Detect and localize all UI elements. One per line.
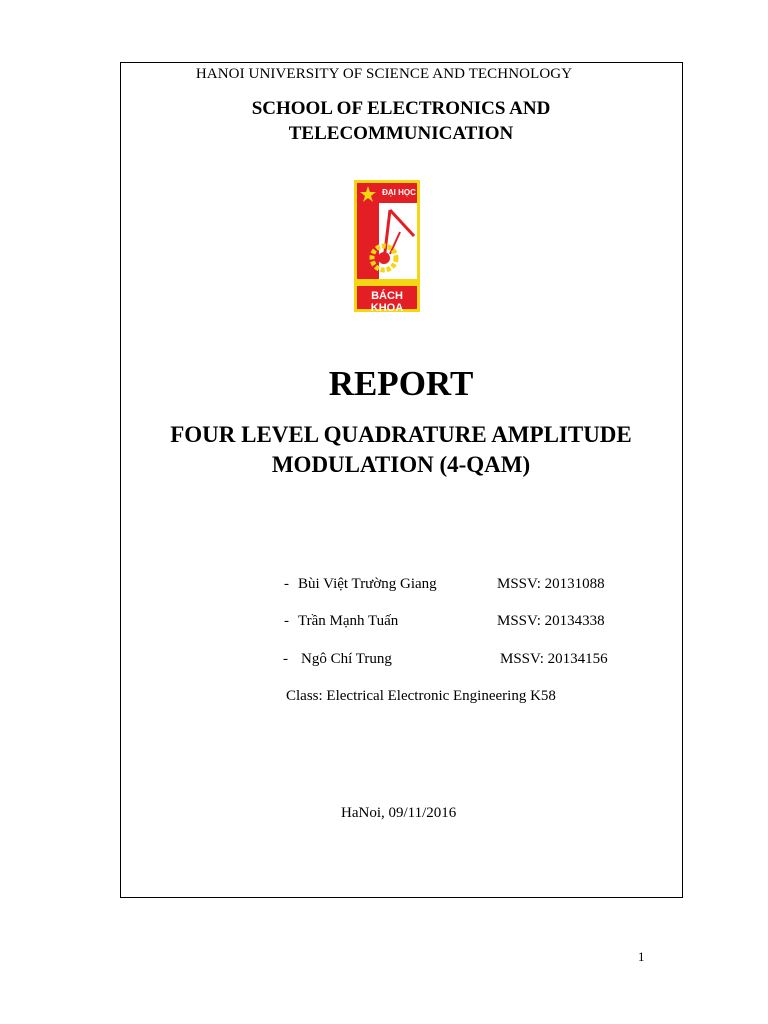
member-student-id: MSSV: 20134156: [500, 651, 608, 667]
member-name: Trần Mạnh Tuấn: [298, 613, 399, 629]
report-title: REPORT: [328, 364, 474, 403]
university-name: HANOI UNIVERSITY OF SCIENCE AND TECHNOLOGY: [195, 66, 573, 82]
bach-khoa-logo: [354, 180, 420, 312]
member-name: Bùi Việt Trường Giang: [298, 576, 437, 592]
member-bullet: -: [284, 613, 289, 629]
member-bullet: -: [284, 576, 289, 592]
member-student-id: MSSV: 20131088: [497, 576, 605, 592]
school-name-line-2: TELECOMMUNICATION: [288, 123, 514, 144]
logo-top-text: ĐẠI HỌC: [382, 188, 416, 197]
page-number: 1: [638, 949, 645, 964]
school-name: [0, 96, 768, 146]
member-name: Ngô Chí Trung: [301, 651, 392, 667]
report-subtitle-line-2: MODULATION (4-QAM): [271, 452, 531, 477]
logo-bottom-text: BÁCH KHOA: [370, 290, 404, 314]
member-student-id: MSSV: 20134338: [497, 613, 605, 629]
report-subtitle-line-1: FOUR LEVEL QUADRATURE AMPLITUDE: [170, 422, 632, 447]
place-date: HaNoi, 09/11/2016: [341, 805, 457, 821]
member-bullet: -: [283, 651, 288, 667]
school-name-line-1: SCHOOL OF ELECTRONICS AND: [251, 98, 551, 119]
class-info: Class: Electrical Electronic Engineering K58: [286, 688, 556, 704]
report-subtitle: [0, 420, 768, 480]
